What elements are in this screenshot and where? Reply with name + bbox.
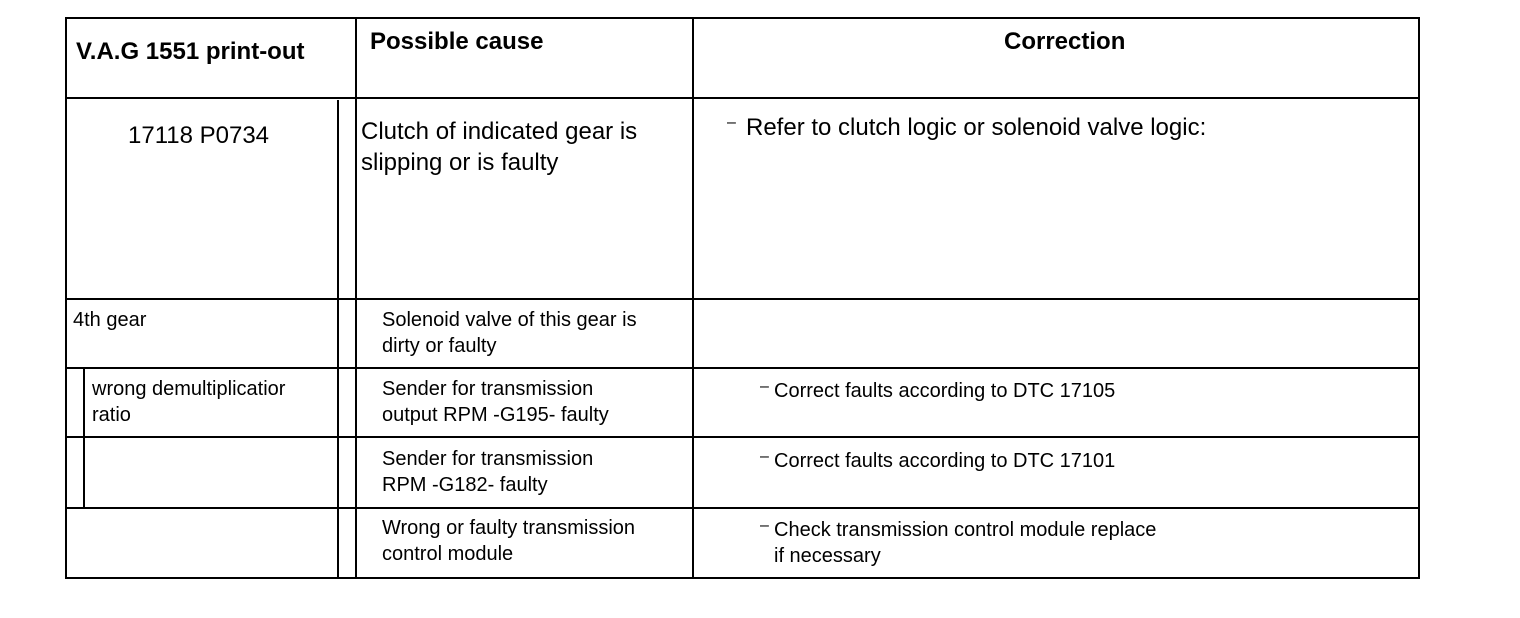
row1-cause-line2: slipping or is faulty bbox=[361, 149, 559, 176]
row5-correction-line2: if necessary bbox=[774, 545, 881, 567]
row3-cause-line2: output RPM -G195- faulty bbox=[382, 404, 609, 426]
row1-cause-line1: Clutch of indicated gear is bbox=[361, 118, 638, 145]
row4-cause-line1: Sender for transmission bbox=[382, 448, 594, 470]
row3-label-line1: wrong demultiplicatior bbox=[92, 378, 286, 400]
row2-cause-line2: dirty or faulty bbox=[382, 335, 497, 357]
row5-dash-icon: – bbox=[760, 517, 769, 534]
header-possible-cause: Possible cause bbox=[370, 28, 544, 55]
header-printout: V.A.G 1551 print-out bbox=[76, 38, 305, 65]
row1-dash-icon: – bbox=[727, 114, 736, 131]
row5-correction-line1: Check transmission control module replace bbox=[774, 519, 1157, 541]
row3-label-line2: ratio bbox=[92, 404, 131, 426]
row4-correction: Correct faults according to DTC 17101 bbox=[774, 450, 1116, 472]
row4-cause-line2: RPM -G182- faulty bbox=[382, 474, 548, 496]
row2-label: 4th gear bbox=[73, 309, 147, 331]
row3-dash-icon: – bbox=[760, 378, 769, 395]
row3-cause-line1: Sender for transmission bbox=[382, 378, 594, 400]
fault-code: 17118 P0734 bbox=[128, 122, 270, 149]
row5-cause-line1: Wrong or faulty transmission bbox=[382, 517, 636, 539]
row3-correction: Correct faults according to DTC 17105 bbox=[774, 380, 1116, 402]
row2-cause-line1: Solenoid valve of this gear is bbox=[382, 309, 637, 331]
row4-dash-icon: – bbox=[760, 448, 769, 465]
row5-cause-line2: control module bbox=[382, 543, 514, 565]
row1-correction: Refer to clutch logic or solenoid valve logic: bbox=[746, 114, 1207, 141]
header-correction: Correction bbox=[1004, 28, 1126, 55]
